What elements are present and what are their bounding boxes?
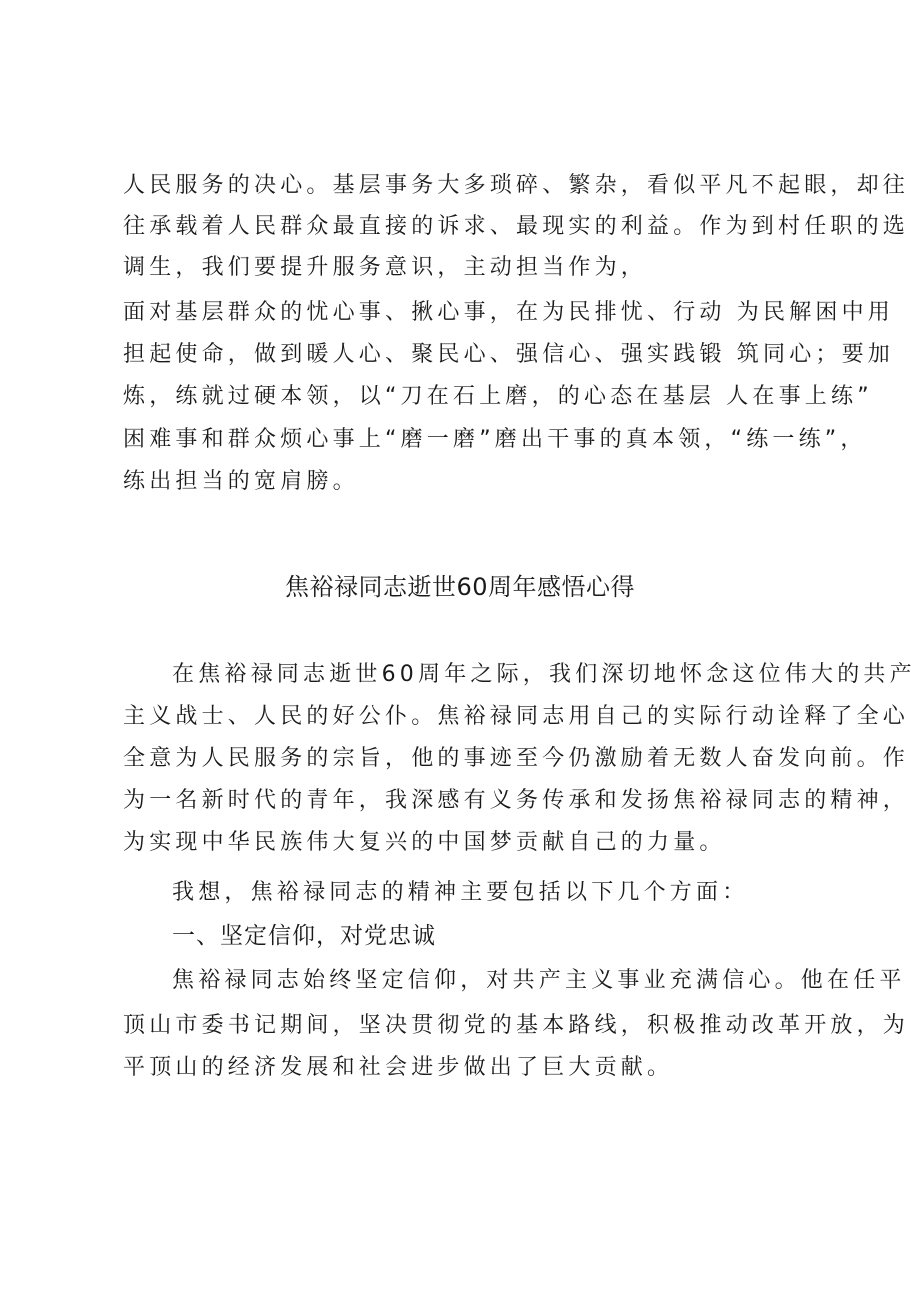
article-title: 焦裕禄同志逝世60周年感悟心得: [284, 573, 636, 601]
paragraph-line: 调生，我们要提升服务意识，主动担当作为，: [123, 255, 648, 280]
paragraph-line: 平顶山的经济发展和社会进步做出了巨大贡献。: [123, 1055, 674, 1080]
paragraph-line: 担起使命，做到暖人心、聚民心、强信心、强实践锻 筑同心；要加: [123, 342, 894, 367]
paragraph-line: 全意为人民服务的宗旨，他的事迹至今仍激励着无数人奋发向前。作: [123, 746, 910, 771]
paragraph-line: 顶山市委书记期间，坚决贯彻党的基本路线，积极推动改革开放，为: [123, 1013, 910, 1038]
paragraph-line: 为一名新时代的青年，我深感有义务传承和发扬焦裕禄同志的精神，: [123, 788, 910, 813]
section-heading: 一、坚定信仰，对党忠诚: [172, 923, 436, 949]
paragraph-line: 焦裕禄同志始终坚定信仰，对共产主义事业充满信心。他在任平: [172, 968, 906, 993]
paragraph-line: 人民服务的决心。基层事务大多琐碎、繁杂，看似平凡不起眼，却往: [123, 173, 910, 198]
paragraph-line: 练出担当的宽肩膀。: [123, 469, 359, 494]
paragraph-line: 主义战士、人民的好公仆。焦裕禄同志用自己的实际行动诠释了全心: [123, 704, 910, 729]
paragraph-line: 在焦裕禄同志逝世60周年之际，我们深切地怀念这位伟大的共产: [172, 662, 916, 687]
paragraph-line: 困难事和群众烦心事上“磨一磨”磨出干事的真本领，“练一练”，: [123, 427, 867, 452]
paragraph-line: 我想，焦裕禄同志的精神主要包括以下几个方面：: [172, 880, 749, 905]
paragraph-line: 往承载着人民群众最直接的诉求、最现实的利益。作为到村任职的选: [123, 214, 910, 239]
paragraph-line: 面对基层群众的忧心事、揪心事，在为民排忧、行动 为民解困中用: [123, 300, 894, 325]
paragraph-line: 为实现中华民族伟大复兴的中国梦贡献自己的力量。: [123, 830, 726, 855]
paragraph-line: 炼，练就过硬本领，以“刀在石上磨，的心态在基层 人在事上练”: [123, 384, 873, 409]
